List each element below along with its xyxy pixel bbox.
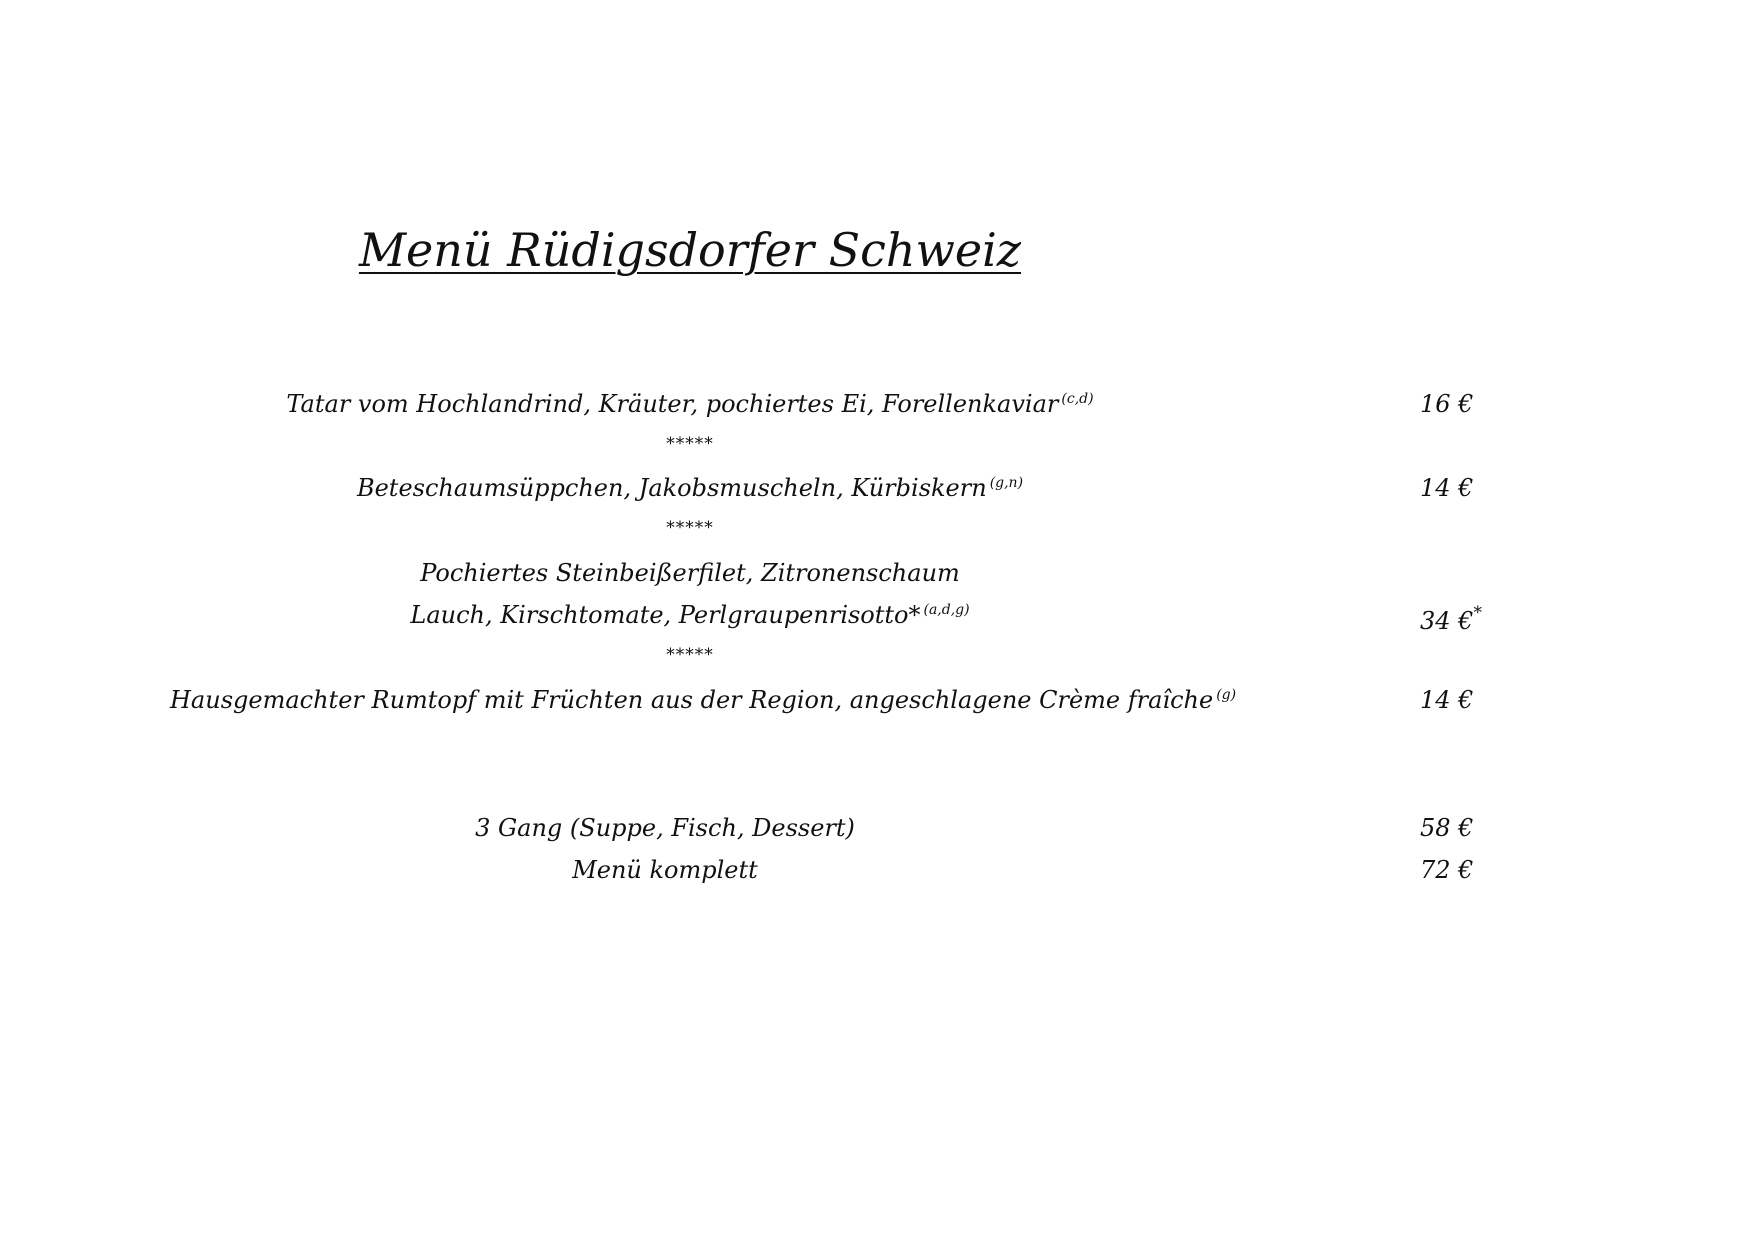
course-description	[170, 384, 1210, 424]
allergen-codes: (g,n)	[989, 475, 1024, 491]
price-footnote-mark: *	[1473, 603, 1482, 623]
dish-name: Beteschaumsüppchen, Jakobsmuscheln, Kürbiskern	[356, 474, 987, 502]
menu-option-label: Menü komplett	[572, 856, 758, 884]
allergen-codes: (a,d,g)	[923, 602, 970, 618]
menu-option-price: 58 €	[1420, 814, 1474, 842]
menu-option-price: 72 €	[1420, 856, 1474, 884]
course-price: 14 €	[1420, 686, 1474, 714]
dish-name-line1: Pochiertes Steinbeißerfilet, Zitronenschaum	[420, 559, 960, 587]
allergen-codes: (c,d)	[1061, 391, 1094, 407]
course-separator: *****	[666, 645, 714, 665]
dish-name: Tatar vom Hochlandrind, Kräuter, pochiertes Ei, Forellenkaviar	[286, 390, 1059, 418]
course-separator: *****	[666, 434, 714, 454]
course-description	[170, 468, 1210, 508]
course-row	[0, 680, 1753, 720]
course-row	[0, 553, 1753, 593]
course-description	[170, 680, 1237, 720]
course-price	[1420, 595, 1482, 641]
allergen-codes: (g)	[1216, 687, 1237, 703]
course-price: 16 €	[1420, 390, 1474, 418]
dish-name: Hausgemachter Rumtopf mit Früchten aus der Region, angeschlagene Crème fraîche	[170, 686, 1214, 714]
price-value: 34 €	[1420, 607, 1474, 635]
course-separator: *****	[666, 518, 714, 538]
course-price: 14 €	[1420, 474, 1474, 502]
course-row	[0, 468, 1753, 508]
menu-option-row	[0, 808, 1753, 848]
menu-option-label: 3 Gang (Suppe, Fisch, Dessert)	[475, 814, 855, 842]
menu-title: Menü Rüdigsdorfer Schweiz	[358, 223, 1022, 277]
dish-name-line2: Lauch, Kirschtomate, Perlgraupenrisotto*	[410, 601, 921, 629]
course-row	[0, 595, 1753, 635]
menu-option-row	[0, 850, 1753, 890]
course-description	[170, 595, 1210, 635]
course-row	[0, 384, 1753, 424]
